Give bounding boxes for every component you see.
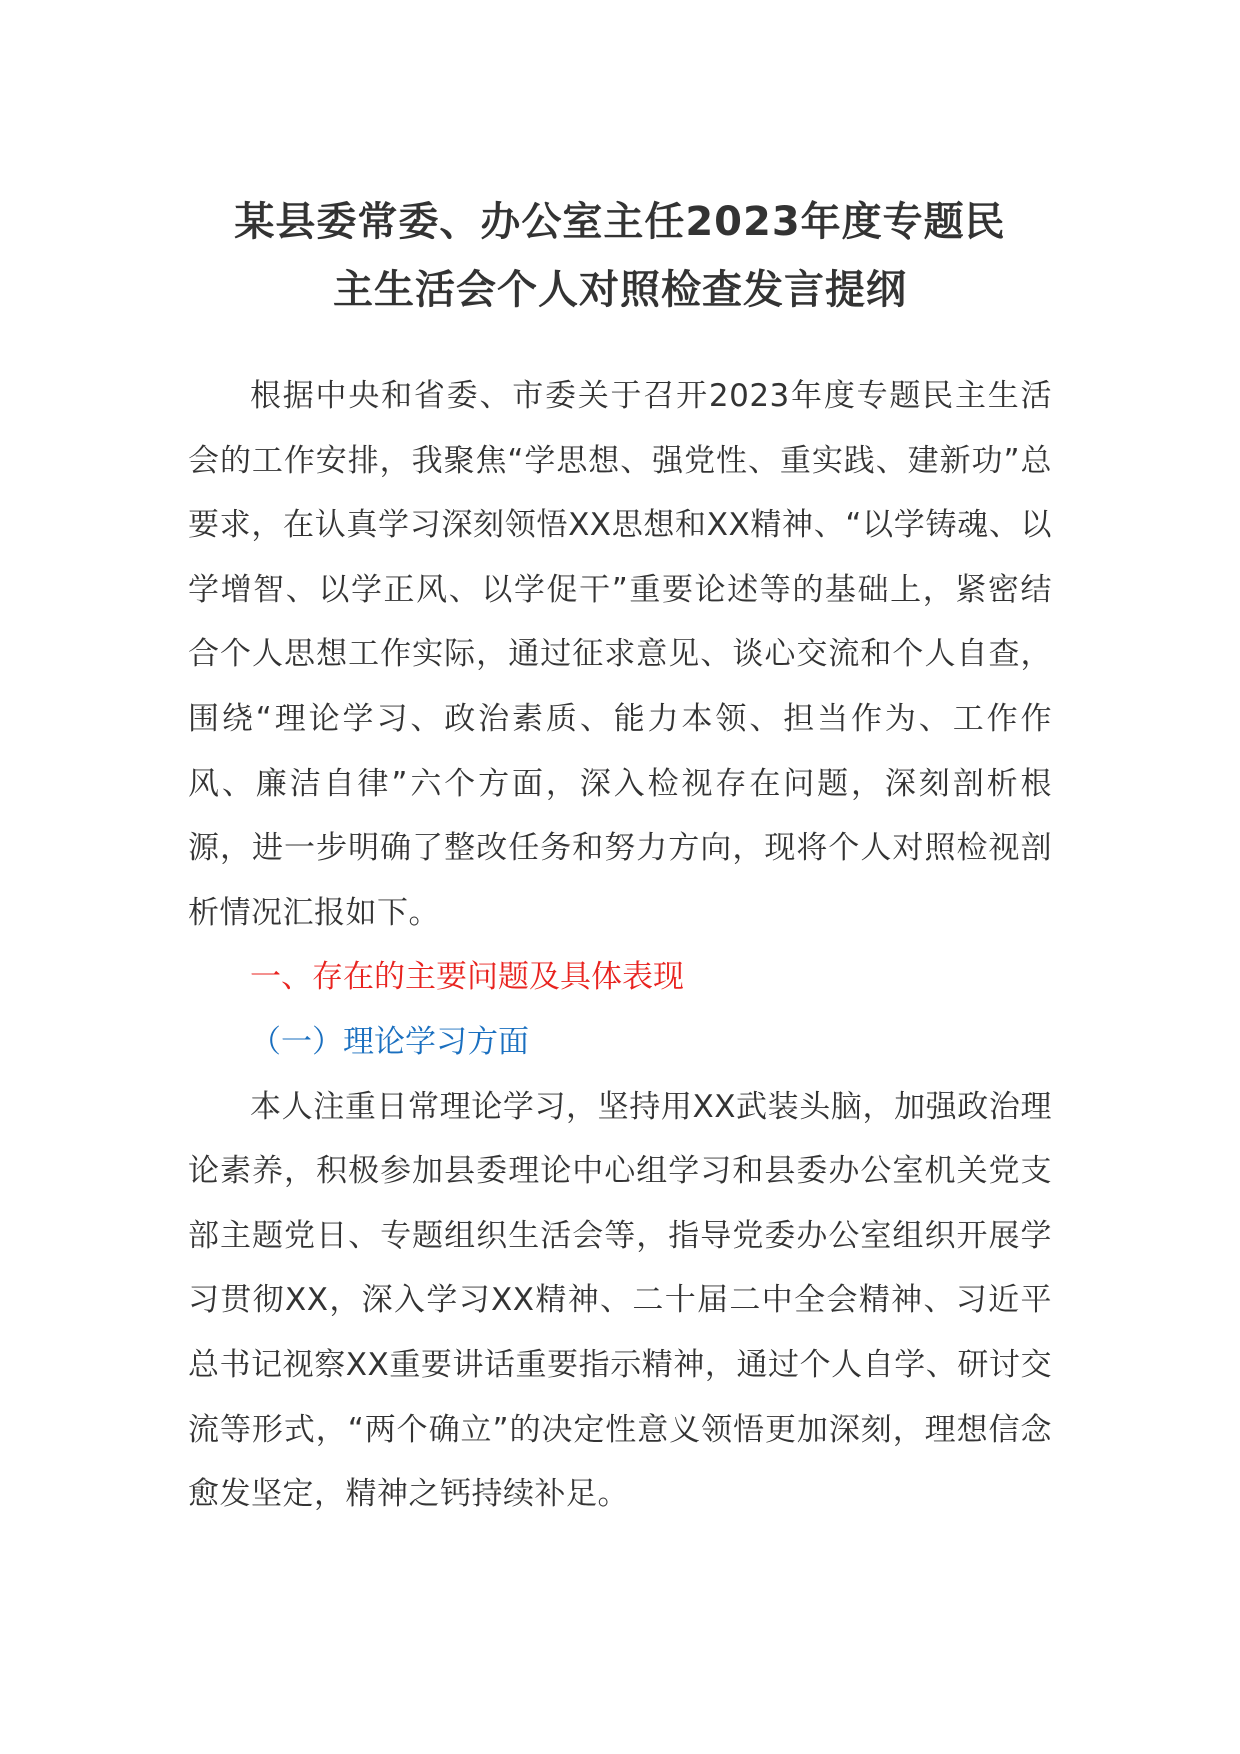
document-title-line-2: 主生活会个人对照检查发言提纲 (333, 267, 907, 313)
document-title-line-1: 某县委常委、办公室主任2023年度专题民 (234, 199, 1006, 245)
document-body (188, 364, 1052, 1527)
theory-study-paragraph: 本人注重日常理论学习，坚持用XX武装头脑，加强政治理论素养，积极参加县委理论中心组学习和县委办公室机关党支部主题党日、专题组织生活会等，指导党委办公室组织开展学习贯彻XX，深入学习XX精神、二十届二中全会精神、习近平总书记视察XX重要讲话重要指示精神，通过个人自学、研讨交流等形式，“两个确立”的决定性意义领悟更加深刻，理想信念愈发坚定，精神之钙持续补足。 (188, 1088, 1052, 1513)
section-heading-problems: 一、存在的主要问题及具体表现 (250, 959, 684, 996)
intro-paragraph: 根据中央和省委、市委关于召开2023年度专题民主生活会的工作安排，我聚焦“学思想、强党性、重实践、建新功”总要求，在认真学习深刻领悟XX思想和XX精神、“以学铸魂、以学增智、以学正风、以学促干”重要论述等的基础上，紧密结合个人思想工作实际，通过征求意见、谈心交流和个人自查，围绕“理论学习、政治素质、能力本领、担当作为、工作作风、廉洁自律”六个方面，深入检视存在问题，深刻剖析根源，进一步明确了整改任务和努力方向，现将个人对照检视剖析情况汇报如下。 (188, 378, 1052, 931)
subsection-heading-theory-study: （一）理论学习方面 (250, 1023, 529, 1060)
document-title (170, 188, 1070, 324)
